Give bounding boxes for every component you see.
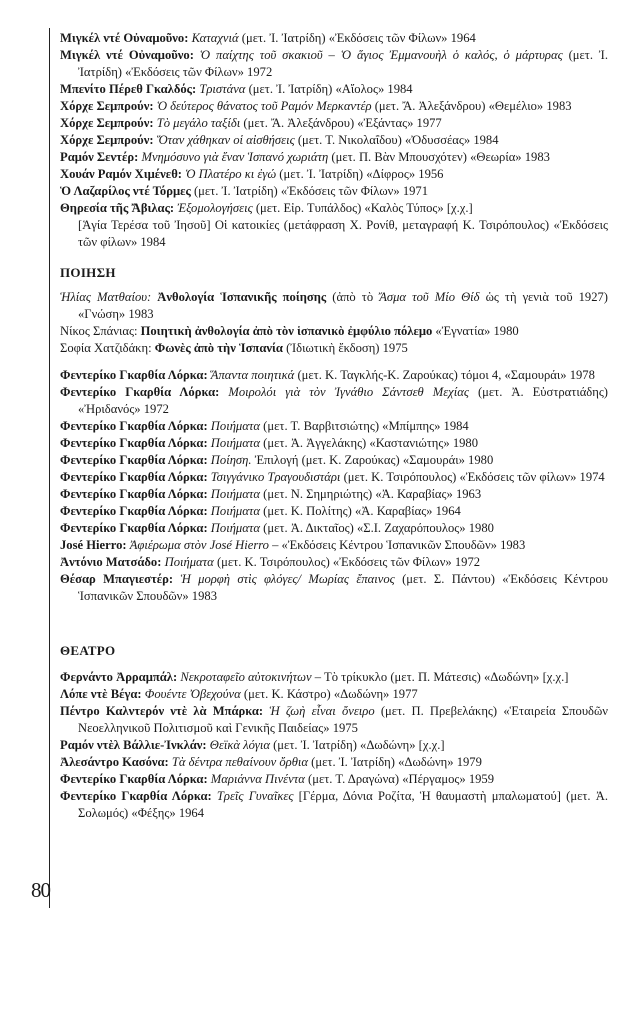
entry-author: José Hierro: [60, 538, 127, 552]
entry-author: Θηρεσία τῆς Ἄβιλας: [60, 201, 175, 215]
entry-details: (μετ. Ἀ. Εὐστρατιάδης) «Ἠριδανός» 1972 [78, 385, 609, 416]
entry-author: Φεντερίκο Γκαρθία Λόρκα: [60, 772, 208, 786]
entry-title: Καταχνιά [191, 31, 239, 45]
left-margin-rule [49, 28, 50, 908]
bibliography-entry [60, 537, 608, 554]
entry-author: Ἀλεσάντρο Κασόνα: [60, 755, 169, 769]
entry-title: Ποιήματα [210, 504, 260, 518]
bibliography-entry [60, 503, 608, 520]
entry-title: Μαριάννα Πινέντα [210, 772, 305, 786]
theatre-heading: ΘΕΑΤΡΟ [60, 643, 116, 658]
entry-title: Ποιήματα [210, 521, 260, 535]
entry-author: Φεντερίκο Γκαρθία Λόρκα: [60, 436, 208, 450]
bibliography-entry [60, 183, 608, 200]
entry-title: Ἡ μορφὴ στὶς φλόγες/ Μωρίας ἔπαινος [180, 572, 395, 586]
entry-author: Χόρχε Σεμπρούν: [60, 133, 154, 147]
bibliography-entry [60, 435, 608, 452]
entry-author: Μιγκέλ ντέ Οὐναμοῦνο: [60, 31, 189, 45]
entry-details: (μετ. Ν. Σημηριώτης) «Ἀ. Καραβίας» 1963 [263, 487, 482, 501]
bibliography-entry [60, 686, 608, 703]
bibliography-entry [60, 166, 608, 183]
entry-details: (μετ. Ἄ. Ἀλεξάνδρου) «Ἐξάντας» 1977 [243, 116, 442, 130]
entry-title: Τριστάνα [199, 82, 246, 96]
prose-list [60, 30, 608, 251]
bibliography-entry [60, 200, 608, 217]
entry-author: Χόρχε Σεμπρούν: [60, 99, 154, 113]
entry-author: Φεντερίκο Γκαρθία Λόρκα: [60, 453, 208, 467]
bibliography-entry [60, 98, 608, 115]
poetry-list [60, 367, 608, 605]
entry-author: Φεντερίκο Γκαρθία Λόρκα: [60, 487, 208, 501]
entry-author: Φεντερίκο Γκαρθία Λόρκα: [60, 368, 208, 382]
entry-author: Φεντερίκο Γκαρθία Λόρκα: [60, 789, 212, 803]
entry-title: Τσιγγάνικο Τραγουδιστάρι [210, 470, 341, 484]
entry-details: (μετ. Ἰ. Ἰατρίδη) «Αἴολος» 1984 [248, 82, 413, 96]
page-number: 80 [31, 878, 50, 902]
entry-title: Φουέντε Ὀβεχούνα [144, 687, 241, 701]
bibliography-entry [60, 217, 608, 251]
entry-author: Λόπε ντὲ Βέγα: [60, 687, 142, 701]
entry-details: [Ἁγία Τερέσα τοῦ Ἰησοῦ] Οἱ κατοικίες (μετάφραση Χ. Ρονίθ, μεταγραφή Κ. Τσιρόπουλος) «Ἐκδόσεις τῶν φίλων» 1984 [78, 218, 608, 249]
entry-title: Ἅπαντα ποιητικά [210, 368, 295, 382]
entry-details: (μετ. Ἄ. Ἀλεξάνδρου) «Θεμέλιο» 1983 [374, 99, 572, 113]
entry-details: (μετ. Ἰ. Ἰατρίδη) «Ἐκδόσεις τῶν Φίλων» 1964 [241, 31, 476, 45]
bibliography-entry [60, 771, 608, 788]
entry-author: Μπενίτο Πέρεθ Γκαλδός: [60, 82, 197, 96]
bibliography-entry [60, 47, 608, 81]
entry-title: Νεκροταφεῖο αὐτοκινήτων [180, 670, 312, 684]
bibliography-entry [60, 788, 608, 822]
entry-title: Ποιήματα [210, 436, 260, 450]
entry-title: Ποίηση. [210, 453, 252, 467]
entry-details: – «Ἐκδόσεις Κέντρου Ἱσπανικῶν Σπουδῶν» 1983 [272, 538, 526, 552]
entry-author: Χόρχε Σεμπρούν: [60, 116, 154, 130]
entry-details: (μετ. Τ. Δραγώνα) «Πέργαμος» 1959 [308, 772, 495, 786]
entry-title: Ἐξομολογήσεις [177, 201, 253, 215]
entry-details: (μετ. Τ. Βαρβιτσιώτης) «Μπίμπης» 1984 [263, 419, 469, 433]
bibliography-entry [60, 132, 608, 149]
bibliography-entry [60, 115, 608, 132]
entry-author: Φεντερίκο Γκαρθία Λόρκα: [60, 521, 208, 535]
entry-title: Ποιήματα [210, 419, 260, 433]
poetry-anthologies-list [60, 289, 608, 357]
entry-details: (μετ. Ἰ. Ἰατρίδη) «Δίφρος» 1956 [279, 167, 444, 181]
bibliography-entry [60, 384, 608, 418]
entry-author: Φερνάντο Ἀρραμπάλ: [60, 670, 178, 684]
entry-title: Θεϊκὰ λόγια [209, 738, 270, 752]
entry-details: (μετ. Εἰρ. Τυπάλδος) «Καλὸς Τύπος» [χ.χ.] [255, 201, 473, 215]
entry-author: Φεντερίκο Γκαρθία Λόρκα: [60, 419, 208, 433]
bibliography-entry [60, 81, 608, 98]
entry-title: Ποιήματα [164, 555, 214, 569]
theatre-list [60, 669, 608, 822]
entry-title: Ὁ παίχτης τοῦ σκακιοῦ – Ὁ ἅγιος Ἐμμανουὴλ ὁ καλός, ὁ μάρτυρας [199, 48, 563, 62]
anthology-entry: Σοφία Χατζιδάκη: Φωνὲς ἀπὸ τὴν Ἱσπανία (Ἰδιωτικὴ ἔκδοση) 1975 [60, 341, 408, 355]
entry-title: Ποιήματα [210, 487, 260, 501]
bibliography-entry [60, 520, 608, 537]
bibliography-entry [60, 452, 608, 469]
entry-author: Μιγκέλ ντέ Οὐναμοῦνο: [60, 48, 194, 62]
entry-details: Ἐπιλογή (μετ. Κ. Ζαρούκας) «Σαμουράι» 1980 [254, 453, 494, 467]
entry-title: Μνημόσυνο γιὰ ἕναν Ἱσπανό χωριάτη [141, 150, 329, 164]
bibliography-entry [60, 554, 608, 571]
entry-author: Φεντερίκο Γκαρθία Λόρκα: [60, 385, 220, 399]
entry-details: (μετ. Ἰ. Ἰατρίδη) «Δωδώνη» [χ.χ.] [273, 738, 445, 752]
entry-details: (μετ. Κ. Τσιρόπουλος) «Ἐκδόσεις τῶν φίλων» 1974 [343, 470, 605, 484]
entry-title: Ὅταν χάθηκαν οἱ αἰσθήσεις [156, 133, 295, 147]
bibliography-entry [60, 571, 608, 605]
bibliography-entry [60, 669, 608, 686]
bibliography-page [60, 30, 608, 822]
entry-title: Μοιρολόι γιὰ τὸν Ἰγνάθιο Σάντσεθ Μεχίας [228, 385, 469, 399]
entry-title: Ὁ Πλατέρο κι ἐγώ [185, 167, 277, 181]
entry-author: Φεντερίκο Γκαρθία Λόρκα: [60, 470, 208, 484]
entry-details: (μετ. Σ. Πάντου) «Ἐκδόσεις Κέντρου Ἱσπανικῶν Σπουδῶν» 1983 [78, 572, 609, 603]
entry-author: Ραμόν ντὲλ Βάλλιε-Ἰνκλάν: [60, 738, 207, 752]
entry-details: (μετ. Ἀ. Ἀγγελάκης) «Καστανιώτης» 1980 [263, 436, 479, 450]
bibliography-entry [60, 703, 608, 737]
entry-author: Ραμόν Σεντέρ: [60, 150, 139, 164]
entry-author: Χουάν Ραμόν Χιμένεθ: [60, 167, 182, 181]
entry-title: Τρεῖς Γυναῖκες [216, 789, 294, 803]
entry-title: Τὸ μεγάλο ταξίδι [156, 116, 241, 130]
entry-details: – Τὸ τρίκυκλο (μετ. Π. Μάτεσις) «Δωδώνη» [χ.χ.] [314, 670, 569, 684]
bibliography-entry [60, 367, 608, 384]
entry-title: Ἡ ζωὴ εἶναι ὄνειρο [269, 704, 375, 718]
bibliography-entry [60, 149, 608, 166]
anthology-entry: Ἡλίας Ματθαίου: Ἀνθολογία Ἱσπανικῆς ποίησης (ἀπὸ τὸ Ἄσμα τοῦ Μίο Θίδ ὡς τὴ γενιὰ τοῦ 1927) «Γνώση» 1983 [60, 290, 608, 321]
entry-details: (μετ. Ἰ. Ἰατρίδη) «Ἐκδόσεις τῶν Φίλων» 1971 [193, 184, 429, 198]
bibliography-entry [60, 486, 608, 503]
anthology-entry: Νίκος Σπάνιας: Ποιητικὴ ἀνθολογία ἀπὸ τὸν ἱσπανικὸ ἐμφύλιο πόλεμο «Ἐγνατία» 1980 [60, 324, 519, 338]
bibliography-entry [60, 30, 608, 47]
bibliography-entry [60, 737, 608, 754]
entry-details: (μετ. Ἰ. Ἰατρίδη) «Ἐκδόσεις τῶν Φίλων» 1972 [78, 48, 608, 79]
entry-author: Ὁ Λαζαρίλος ντέ Τόρμες [60, 184, 191, 198]
entry-details: (μετ. Π. Πρεβελάκης) «Ἑταιρεία Σπουδῶν Νεοελληνικοῦ Πολιτισμοῦ καὶ Γενικῆς Παιδείας» 1975 [78, 704, 608, 735]
entry-author: Ἀντόνιο Ματσάδο: [60, 555, 162, 569]
entry-title: Ἀφιέρωμα στὸν José Hierro [129, 538, 269, 552]
entry-details: (μετ. Κ. Ταγκλής-Κ. Ζαρούκας) τόμοι 4, «Σαμουράι» 1978 [297, 368, 595, 382]
entry-author: Πέντρο Καλντερόν ντὲ λὰ Μπάρκα: [60, 704, 264, 718]
entry-details: (μετ. Κ. Κάστρο) «Δωδώνη» 1977 [243, 687, 418, 701]
poetry-heading: ΠΟΙΗΣΗ [60, 265, 116, 280]
entry-author: Φεντερίκο Γκαρθία Λόρκα: [60, 504, 208, 518]
entry-author: Θέσαρ Μπαγιεστέρ: [60, 572, 174, 586]
entry-details: (μετ. Ἰ. Ἰατρίδη) «Δωδώνη» 1979 [311, 755, 482, 769]
bibliography-entry [60, 754, 608, 771]
entry-details: (μετ. Π. Βὰν Μπουσχότεν) «Θεωρία» 1983 [331, 150, 550, 164]
entry-details: [Γέρμα, Δόνια Ροζίτα, Ἡ θαυμαστὴ μπαλωματού] (μετ. Ἀ. Σολωμός) «Φέξης» 1964 [78, 789, 608, 820]
bibliography-entry [60, 469, 608, 486]
entry-details: (μετ. Κ. Πολίτης) «Ἀ. Καραβίας» 1964 [263, 504, 461, 518]
bibliography-entry [60, 418, 608, 435]
entry-details: (μετ. Τ. Νικολαΐδου) «Ὀδυσσέας» 1984 [297, 133, 499, 147]
entry-title: Ὁ δεύτερος θάνατος τοῦ Ραμόν Μερκαντέρ [156, 99, 372, 113]
entry-details: (μετ. Κ. Τσιρόπουλος) «Ἐκδόσεις τῶν Φίλων» 1972 [216, 555, 481, 569]
entry-title: Τὰ δέντρα πεθαίνουν ὄρθια [171, 755, 308, 769]
entry-details: (μετ. Ἀ. Δικταῖος) «Σ.Ι. Ζαχαρόπουλος» 1980 [263, 521, 494, 535]
